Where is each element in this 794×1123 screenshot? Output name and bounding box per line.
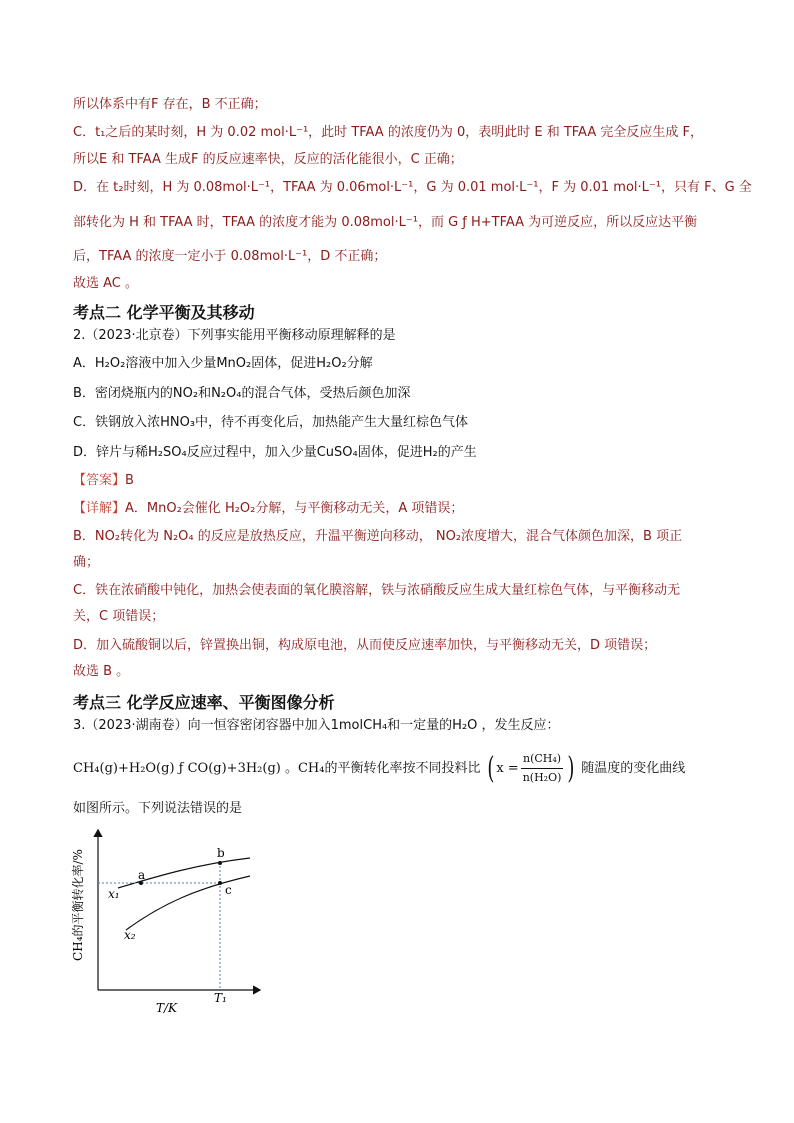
y-axis-label-text: CH₄的平衡转化率/% [71,849,85,961]
option-b: B．密闭烧瓶内的NO₂和N₂O₄的混合气体，受热后颜色加深 [73,386,411,401]
question-text: 3.（2023·湖南卷）向一恒容密闭容器中加入1molCH₄和一定量的H₂O ，发生反应： [73,718,560,733]
text-line: 故选 AC 。 [73,276,139,291]
option-a: A．H₂O₂溶液中加入少量MnO₂固体，促进H₂O₂分解 [73,356,373,371]
t1-label: T₁ [214,991,227,1005]
question-text: 2.（2023·北京卷）下列事实能用平衡移动原理解释的是 [73,328,396,343]
text-line: C．t₁之后的某时刻，H 为 0.02 mol·L⁻¹，此时 TFAA 的浓度仍为 0，表明此时 E 和 TFAA 完全反应生成 F， [73,125,703,140]
section-heading: 考点三 化学反应速率、平衡图像分析 [73,693,335,712]
ratio-denominator: n(H₂O) [522,771,562,784]
text-line: 所以体系中有F 存在，B 不正确； [73,97,267,112]
label-b: b [217,846,225,860]
label-a: a [138,868,146,882]
detail-text: B．NO₂转化为 N₂O₄ 的反应是放热反应，升温平衡逆向移动， NO₂浓度增大，混合气体颜色加深，B 项正 [73,529,683,544]
ratio-fraction [521,750,564,787]
paren-left: ( [486,750,494,786]
text-line: 所以E 和 TFAA 生成F 的反应速率快，反应的活化能很小，C 正确； [73,152,463,167]
detail-text: A．MnO₂会催化 H₂O₂分解，与平衡移动无关，A 项错误； [125,501,464,516]
option-c: C．铁钢放入浓HNO₃中，待不再变化后，加热能产生大量红棕色气体 [73,415,469,430]
label-x2: x₂ [124,928,136,942]
question-prompt: 如图所示。下列说法错误的是 [73,801,243,816]
paren-right: ) [567,750,575,786]
reaction-equation [73,750,685,787]
point-c [218,881,222,885]
point-b [218,861,222,865]
detail-tag: 【详解】 [73,501,126,516]
detail-text: 确； [73,555,100,570]
answer-tag: 【答案】 [73,473,126,488]
option-d: D．锌片与稀H₂SO₄反应过程中，加入少量CuSO₄固体，促进H₂的产生 [73,445,477,460]
detail-text: 故选 B 。 [73,664,130,679]
ratio-label: x = [496,761,519,776]
reaction-tail: 随温度的变化曲线 [581,761,686,776]
text-line: 部转化为 H 和 TFAA 时，TFAA 的浓度才能为 0.08mol·L⁻¹，而 G ƒ H+TFAA 为可逆反应，所以反应达平衡 [73,215,698,230]
detail-text: 关，C 项错误； [73,609,165,624]
text-line: D．在 t₂时刻，H 为 0.08mol·L⁻¹，TFAA 为 0.06mol·L⁻¹，G 为 0.01 mol·L⁻¹，F 为 0.01 mol·L⁻¹，只有 F、G 全 [73,180,752,195]
detail-text: D．加入硫酸铜以后，锌置换出铜，构成原电池，从而使反应速率加快，与平衡移动无关，D 项错误； [73,638,657,653]
section-heading: 考点二 化学平衡及其移动 [73,303,255,322]
conversion-graph [68,818,268,1023]
detail-line [73,500,463,518]
answer-line [73,472,134,490]
text-line: 后，TFAA 的浓度一定小于 0.08mol·L⁻¹，D 不正确； [73,249,387,264]
x-axis-label: T/K [156,1001,178,1015]
answer-value: B [125,473,134,488]
detail-text: C．铁在浓硝酸中钝化，加热会使表面的氧化膜溶解，铁与浓硝酸反应生成大量红棕色气体，与平衡移动无 [73,583,681,598]
reaction-text: CH₄(g)+H₂O(g) ƒ CO(g)+3H₂(g) 。CH₄的平衡转化率按不同投料比 [73,761,481,776]
label-x1: x₁ [108,887,120,901]
ratio-numerator: n(CH₄) [521,750,564,769]
label-c: c [225,883,232,897]
